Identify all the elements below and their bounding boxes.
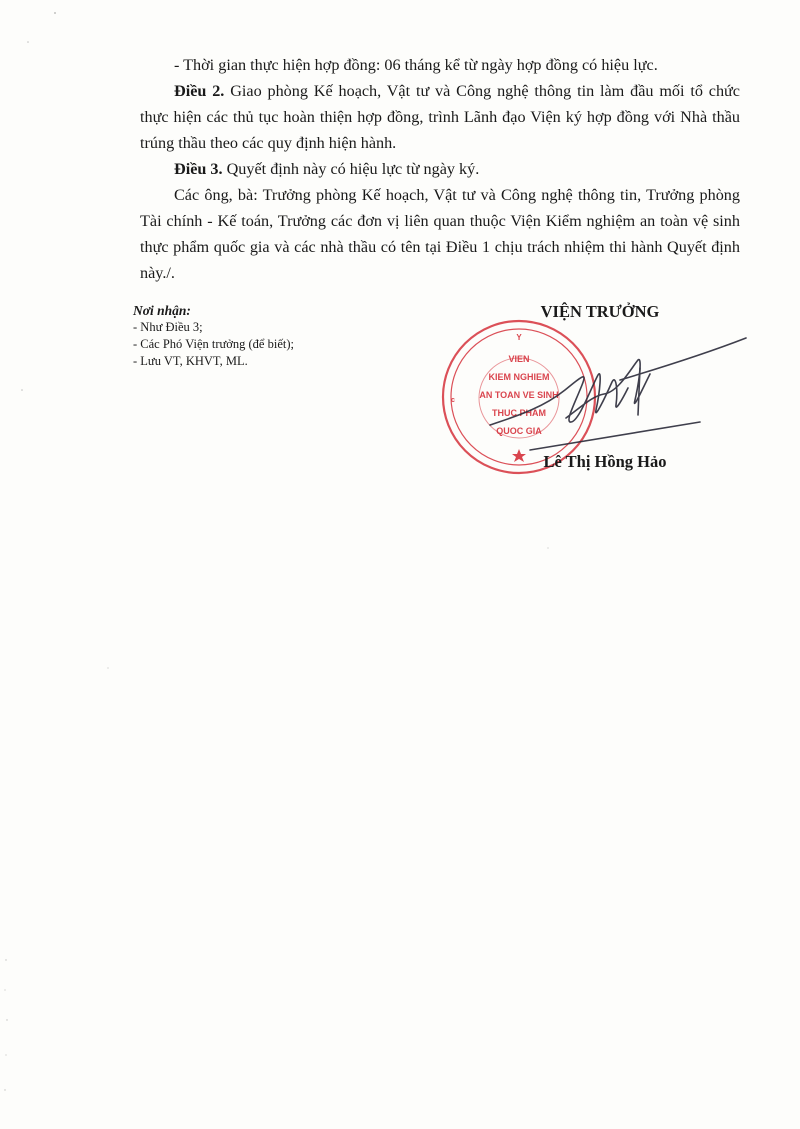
recipient-item: - Các Phó Viện trưởng (để biết); bbox=[133, 337, 294, 351]
recipients-block bbox=[133, 302, 393, 370]
recipients-title: Nơi nhận: bbox=[133, 303, 191, 318]
contract-duration-line: - Thời gian thực hiện hợp đồng: 06 tháng kể từ ngày hợp đồng có hiệu lực. bbox=[174, 56, 658, 74]
article-3-label: Điều 3. bbox=[174, 160, 223, 178]
responsibility-paragraph: Các ông, bà: Trưởng phòng Kế hoạch, Vật tư và Công nghệ thông tin, Trưởng phòng Tài chính - Kế toán, Trưởng các đơn vị liên quan thuộc Viện Kiểm nghiệm an toàn vệ sinh thực phẩm quốc gia và các nhà thầu có tên tại Điều 1 chịu trách nhiệm thi hành Quyết định này./. bbox=[140, 186, 740, 282]
article-3 bbox=[140, 156, 740, 182]
decision-body bbox=[140, 52, 740, 286]
article-2-label: Điều 2. bbox=[174, 82, 225, 100]
svg-text:c: c bbox=[451, 397, 455, 404]
seal-text-line: QUOC GIA bbox=[496, 426, 542, 436]
article-2 bbox=[140, 78, 740, 156]
seal-text-line: AN TOAN VE SINH bbox=[479, 390, 559, 400]
article-3-text: Quyết định này có hiệu lực từ ngày ký. bbox=[222, 160, 480, 178]
signer-name: Lê Thị Hồng Hảo bbox=[543, 452, 667, 471]
recipient-item: - Như Điều 3; bbox=[133, 320, 203, 334]
article-2-text: Giao phòng Kế hoạch, Vật tư và Công nghệ thông tin làm đầu mối tổ chức thực hiện các thủ tục hoàn thiện hợp đồng, trình Lãnh đạo Viện ký hợp đồng với Nhà thầu trúng thầu theo các quy định hiện hành. bbox=[140, 82, 740, 152]
recipient-item: - Lưu VT, KHVT, ML. bbox=[133, 354, 248, 368]
signer-title: VIỆN TRƯỞNG bbox=[540, 302, 660, 321]
seal-text-line: KIEM NGHIEM bbox=[488, 372, 550, 382]
seal-text-line: VIEN bbox=[508, 354, 530, 364]
seal-text-line: THUC PHAM bbox=[492, 408, 546, 418]
seal-text-y: Y bbox=[516, 333, 522, 342]
